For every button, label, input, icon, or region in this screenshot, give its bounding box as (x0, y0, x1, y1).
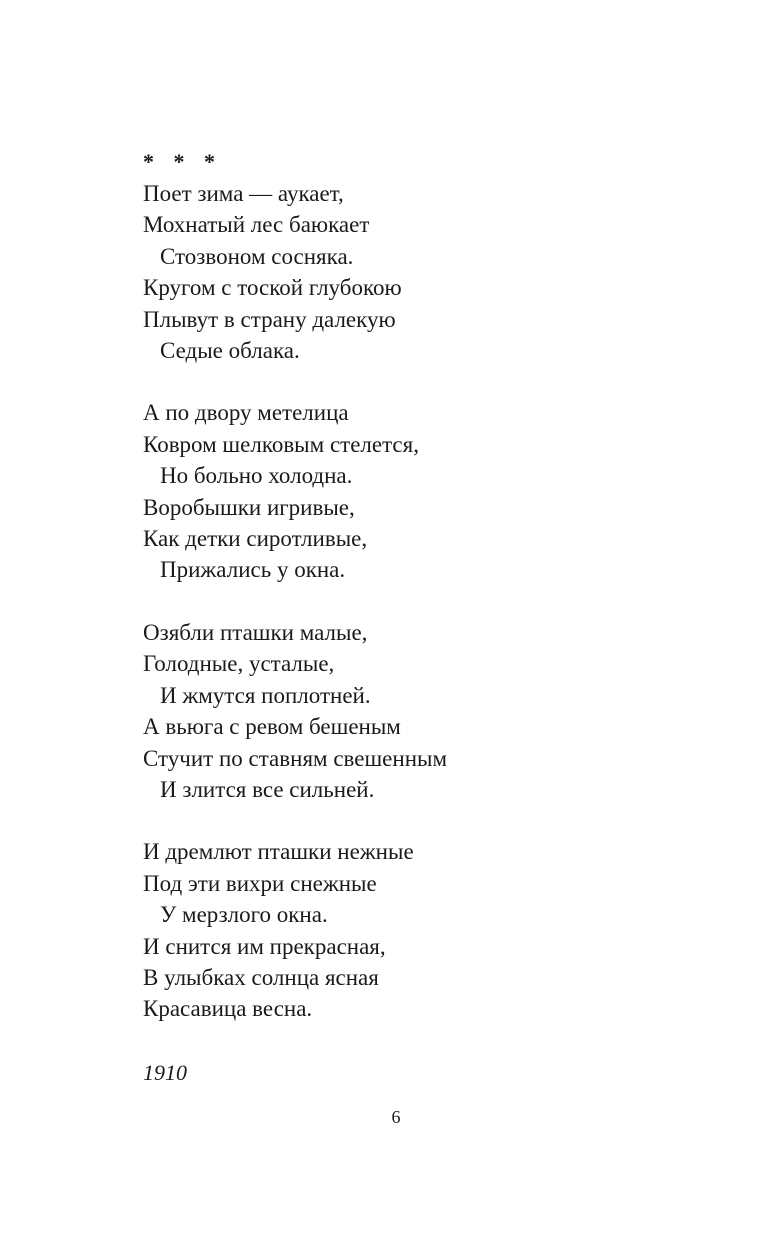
poem-line: Прижались у окна. (160, 557, 346, 583)
poem-separator: * * * (143, 149, 222, 174)
poem-line: Стозвоном сосняка. (160, 243, 354, 269)
poem-line: Как детки сиротливые, (143, 526, 368, 552)
stanza-3 (143, 617, 703, 805)
poem-line: И жмутся поплотней. (160, 682, 371, 708)
page-number: 6 (391, 1107, 401, 1127)
poem-line: А по двору метелица (143, 400, 349, 426)
poem-line: В улыбках солнца ясная (143, 964, 379, 990)
poem-line: И злится все сильней. (160, 776, 375, 802)
poem-line: У мерзлого окна. (160, 902, 328, 928)
poem-line: Кругом с тоской глубокою (143, 275, 402, 301)
poem-line: И дремлют пташки нежные (143, 839, 414, 865)
poem-date: 1910 (143, 1060, 187, 1085)
poem-line: Красавица весна. (143, 996, 313, 1022)
poem-line: Поет зима — аукает, (143, 181, 344, 206)
poem-line: Ковром шелковым стелется, (143, 431, 419, 457)
poem-line: А вьюга с ревом бешеным (143, 714, 401, 740)
poem-line: Голодные, усталые, (143, 651, 335, 677)
stanza-2 (143, 397, 703, 585)
stanza-4 (143, 836, 703, 1024)
poem-line: Под эти вихри снежные (143, 870, 377, 896)
poem-line: Седые облака. (160, 338, 300, 364)
poem (143, 146, 703, 1025)
poem-line: Стучит по ставням свешенным (143, 745, 448, 771)
poem-line: Воробышки игривые, (143, 494, 355, 520)
poem-line: И снится им прекрасная, (143, 933, 386, 959)
poem-line: Мохнатый лес баюкает (143, 212, 370, 238)
poem-line: Но больно холодна. (160, 463, 353, 489)
poem-line: Озябли пташки малые, (143, 619, 368, 645)
stanza-1 (143, 178, 703, 366)
poem-line: Плывут в страну далекую (143, 306, 396, 332)
